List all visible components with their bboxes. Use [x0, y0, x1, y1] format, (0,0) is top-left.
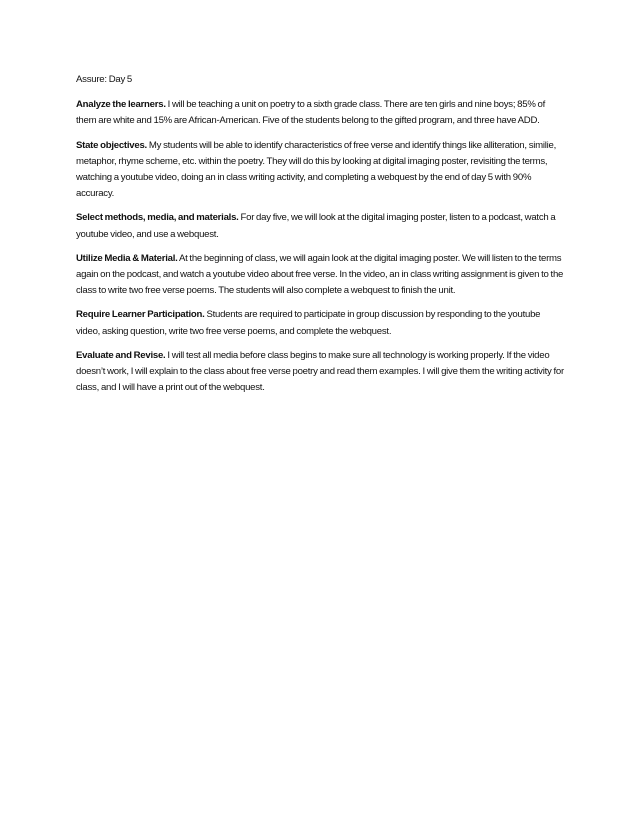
section-body: For day five, we will look at the digital imaging poster, listen to a podcast, watch a youtube video, and use a webquest.	[76, 212, 556, 240]
section-title: Utilize Media & Material.	[76, 252, 178, 264]
section-body: I will test all media before class begins to make sure all technology is working properly. If the video doesn’t work, I will explain to the class about free verse poetry and read them examples. I will give them the writing activity for class, and I will have a print out of the webquest.	[76, 349, 564, 394]
section-body: Students are required to participate in group discussion by responding to the youtube video, asking question, write two free verse poems, and complete the webquest.	[76, 309, 541, 337]
section-body: My students will be able to identify characteristics of free verse and identify things like alliteration, similie, metaphor, rhyme scheme, etc. within the poetry. They will do this by looking at digital imaging poster, revisiting the terms, watching a youtube video, doing an in class writing activity, and completing a webquest by the end of day 5 with 90% accuracy.	[76, 139, 557, 200]
section-select-methods	[76, 210, 566, 242]
section-title: Evaluate and Revise.	[76, 349, 166, 361]
section-analyze-learners	[76, 97, 566, 129]
section-title: Analyze the learners.	[76, 99, 166, 111]
document-heading: Assure: Day 5	[76, 74, 133, 85]
section-require-participation	[76, 307, 566, 339]
section-evaluate-revise	[76, 348, 566, 397]
section-utilize-media	[76, 251, 566, 300]
section-title: State objectives.	[76, 139, 147, 151]
section-body: At the beginning of class, we will again look at the digital imaging poster. We will listen to the terms again on the podcast, and watch a youtube video about free verse. In the video, an in class writing assignment is given to the class to write two free verse poems. The students will also complete a webquest to finish the unit.	[76, 252, 564, 297]
section-body: I will be teaching a unit on poetry to a sixth grade class. There are ten girls and nine boys; 85% of them are white and 15% are African-American. Five of the students belong to the gifted program, and three have ADD.	[76, 99, 546, 127]
section-title: Require Learner Participation.	[76, 309, 205, 321]
document-page	[76, 72, 566, 404]
section-state-objectives	[76, 138, 566, 203]
section-title: Select methods, media, and materials.	[76, 212, 239, 224]
